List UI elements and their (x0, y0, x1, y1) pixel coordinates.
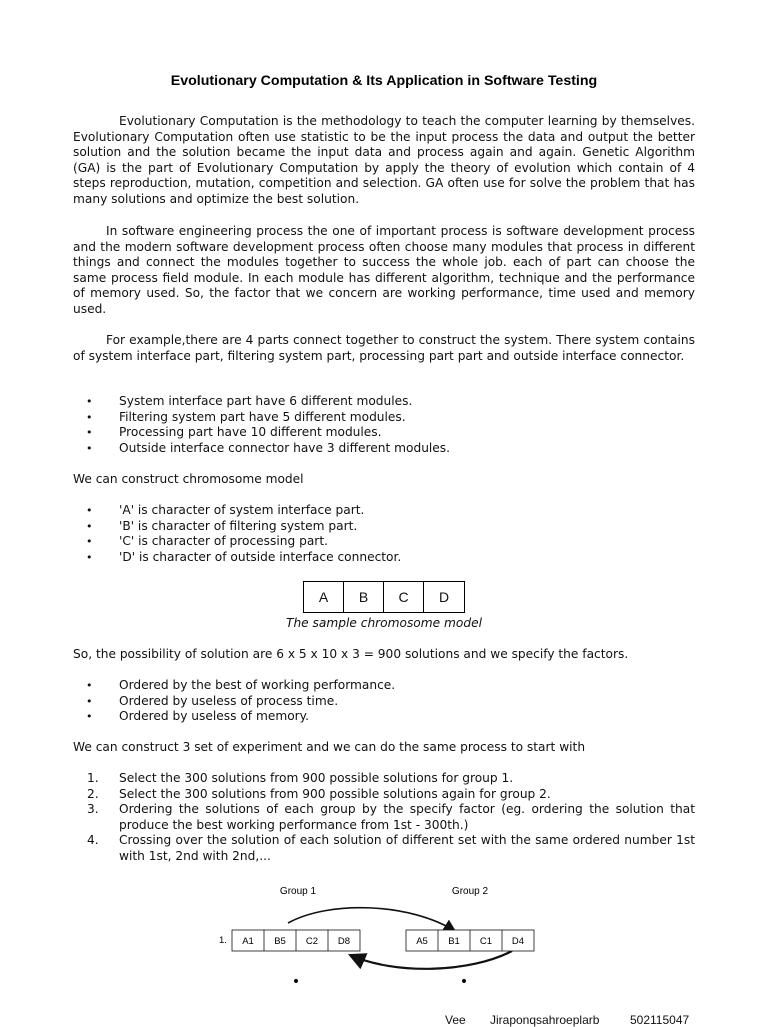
chromosome-cell-b: B (344, 582, 384, 612)
group1-label: Group 1 (279, 886, 317, 897)
group1-cell-c: C2 (305, 936, 319, 947)
list-item: • Ordered by useless of process time. (86, 693, 339, 708)
crossover-diagram (0, 875, 768, 995)
bullet-icon: • (86, 395, 93, 408)
list-item: 4. Crossing over the solution of each solution of different set with the same ordered number 1st with 1st, 2nd with 2nd,... (87, 833, 695, 863)
row-number: 1. (219, 935, 227, 946)
list-item: • Ordered by useless of memory. (86, 709, 310, 724)
list-item: • Ordered by the best of working performance. (86, 678, 396, 692)
bullet-icon: • (291, 974, 301, 990)
list-item: 3. Ordering the solutions of each group by the specify factor (eg. ordering the solution that produce the best working performance from 1st - 300th.) (87, 802, 695, 832)
bullet-icon: • (86, 410, 93, 424)
chromosome-caption: The sample chromosome model (286, 616, 482, 630)
factors-list (73, 678, 695, 725)
group1-cell-d: D8 (337, 936, 351, 947)
experiment-intro: We can construct 3 set of experiment and we can do the same process to start with (73, 740, 586, 754)
footer-last-name: Jiraponqsahroeplarb (490, 1013, 600, 1027)
intro-paragraph: Evolutionary Computation is the methodology to teach the computer learning by themselves. Evolutionary Computation often use statistic to be the input process the data and output the better solution and the solution became the input data and process again and again. Genetic Algorithm (GA) is the part of Evolutionary Computation by apply the theory of evolution which contain of 4 steps reproduction, mutation, competition and selection. GA often use for solve the problem that has many solutions and optimize the best solution. (73, 114, 695, 206)
chromosome-model (303, 581, 465, 613)
chromosome-list (73, 503, 695, 565)
list-item: • Outside interface connector have 3 different modules. (86, 440, 451, 455)
bullet-icon: • (86, 519, 93, 533)
list-item: • 'A' is character of system interface part. (86, 503, 365, 517)
crossover-arrow-bottom (350, 951, 512, 969)
software-engineering-paragraph: In software engineering process the one of important process is software development process and the modern software development process often choose many modules that process in different things and connect the modules together to success the whole job. each of part can choose the same process field module. In each module has different algorithm, technique and the performance of memory used. So, the factor that we concern are working performance, time used and memory used. (73, 224, 695, 316)
bullet-icon: • (86, 441, 93, 455)
steps-list (73, 771, 695, 865)
group1-chromosome (232, 930, 360, 951)
bullet-icon: • (86, 710, 93, 724)
list-item: • 'C' is character of processing part. (86, 534, 328, 549)
group1-cell-b: B5 (274, 936, 286, 947)
group2-cell-b: B1 (448, 936, 460, 947)
bullet-icon: • (86, 535, 93, 549)
bullet-icon: • (86, 426, 93, 440)
list-item: 2. Select the 300 solutions from 900 possible solutions again for group 2. (87, 786, 551, 801)
document-title: Evolutionary Computation & Its Application in Software Testing (170, 73, 598, 89)
list-item: • System interface part have 6 different modules. (86, 394, 413, 408)
crossover-arrow-top (288, 908, 455, 931)
chromosome-intro: We can construct chromosome model (73, 472, 304, 486)
bullet-icon: • (86, 694, 93, 708)
group2-label: Group 2 (451, 886, 489, 897)
bullet-icon: • (86, 504, 93, 517)
group2-chromosome (406, 930, 534, 951)
parts-list (73, 394, 695, 456)
list-item: • 'D' is character of outside interface connector. (86, 549, 402, 564)
group2-cell-c: C1 (479, 936, 493, 947)
bullet-icon: • (86, 550, 93, 564)
list-item: • Filtering system part have 5 different modules. (86, 409, 406, 424)
bullet-icon: • (86, 679, 93, 692)
possibility-text: So, the possibility of solution are 6 x 5 x 10 x 3 = 900 solutions and we specify the factors. (73, 647, 629, 661)
group1-cell-a: A1 (242, 936, 254, 947)
bullet-icon: • (459, 974, 469, 990)
group2-cell-d: D4 (511, 936, 525, 947)
group2-cell-a: A5 (416, 936, 428, 947)
chromosome-cell-c: C (384, 582, 424, 612)
chromosome-cell-a: A (304, 582, 344, 612)
footer-student-id: 502115047 (630, 1013, 690, 1027)
footer-first-name: Vee (445, 1013, 466, 1027)
example-paragraph: For example,there are 4 parts connect together to construct the system. There system contains of system interface part, filtering system part, processing part part and outside interface connector. (73, 333, 695, 363)
list-item: 1. Select the 300 solutions from 900 possible solutions for group 1. (87, 771, 514, 785)
chromosome-cell-d: D (438, 589, 450, 605)
list-item: • 'B' is character of filtering system part. (86, 518, 358, 533)
list-item: • Processing part have 10 different modules. (86, 425, 382, 440)
